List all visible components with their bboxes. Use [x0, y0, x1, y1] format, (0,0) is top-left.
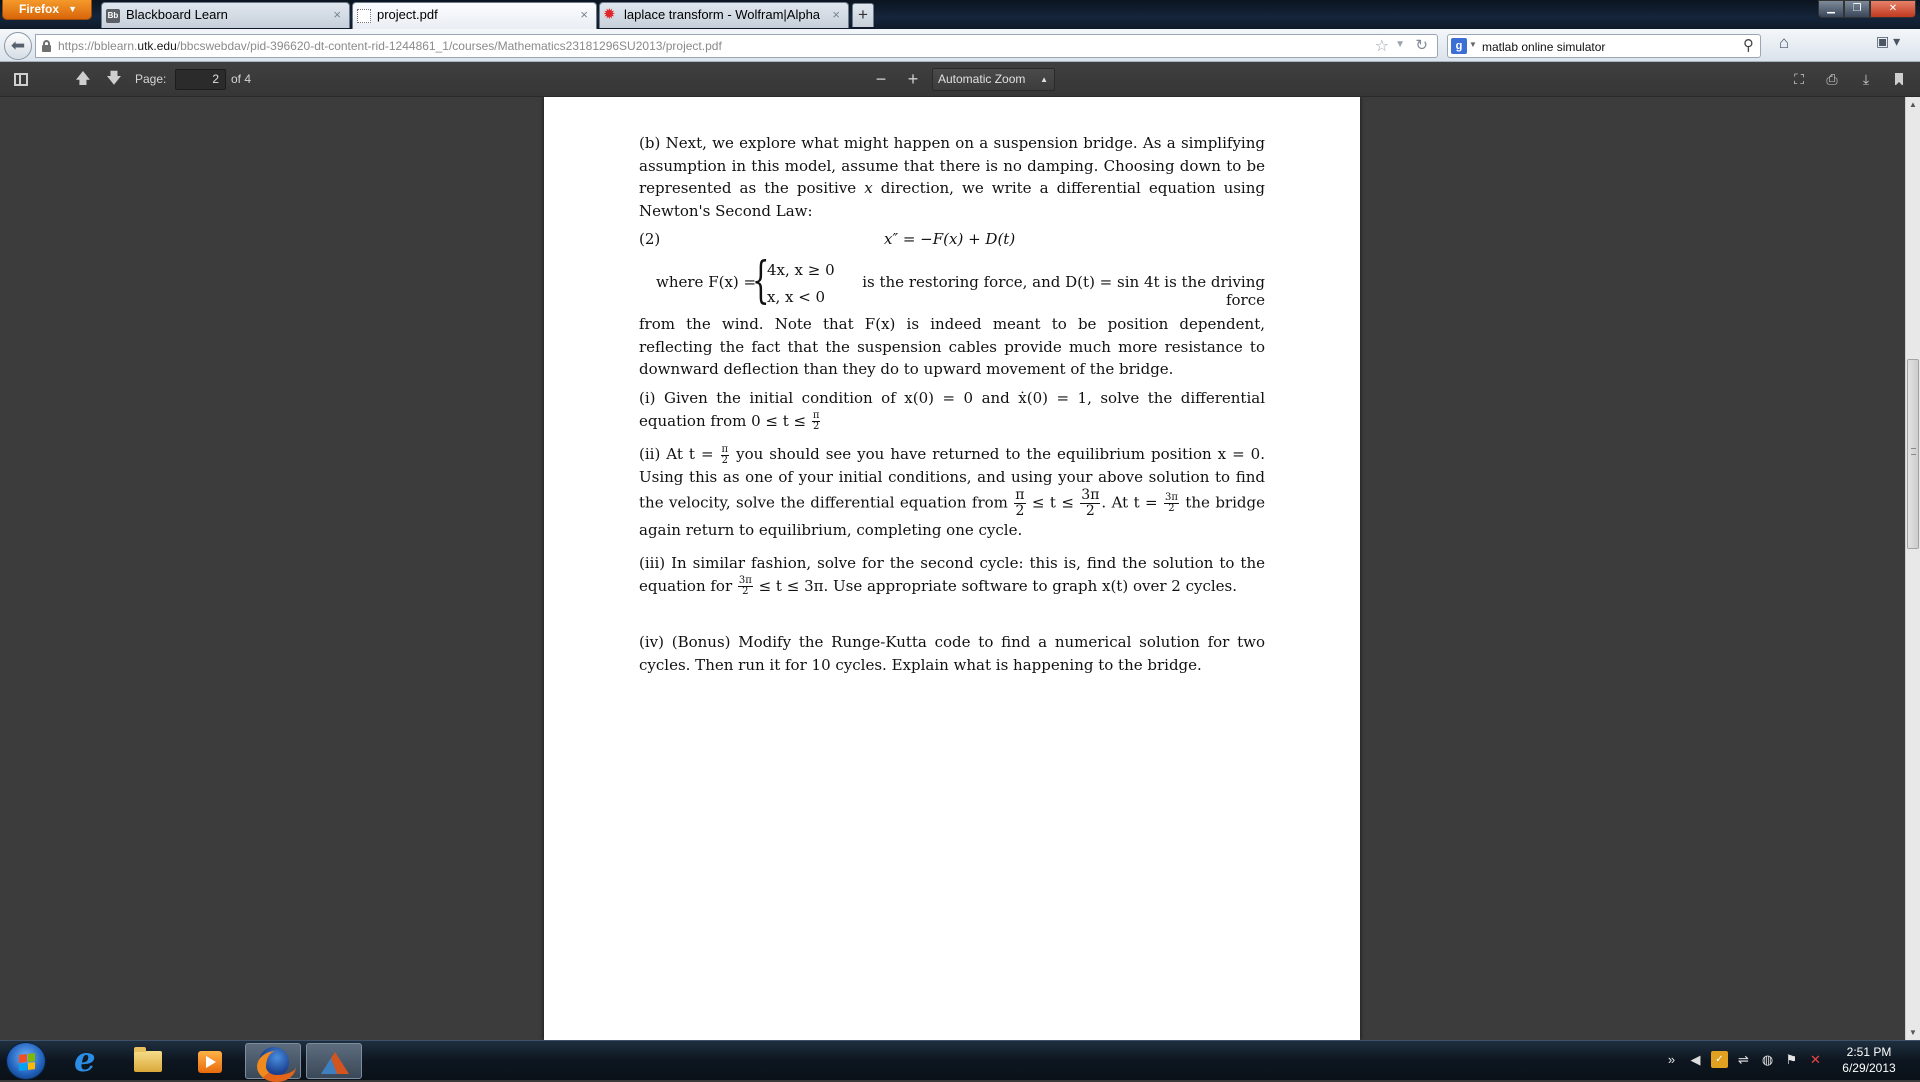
- taskbar-media-player[interactable]: [182, 1043, 238, 1079]
- url-host: utk.edu: [137, 39, 177, 53]
- home-icon[interactable]: ⌂: [1778, 33, 1790, 52]
- fraction-pi-over-2: $\frac{\pi}{2}$: [721, 443, 729, 466]
- search-bar[interactable]: [1447, 34, 1761, 58]
- url-text[interactable]: [58, 39, 722, 53]
- page-number-input[interactable]: 2: [175, 69, 226, 90]
- download-icon[interactable]: ⤓: [1862, 71, 1870, 87]
- zoom-out-button[interactable]: −: [875, 69, 887, 89]
- tab-blackboard-learn[interactable]: [101, 2, 350, 28]
- close-tab-icon[interactable]: ×: [832, 7, 840, 22]
- part-ii-text-5: the bridge again return to equilibrium, completing one cycle.: [639, 493, 1265, 539]
- piecewise-definition: [639, 251, 1265, 309]
- window-controls: [1818, 0, 1916, 18]
- case-2: x, x < 0: [767, 288, 826, 306]
- close-tab-icon[interactable]: ×: [333, 7, 341, 22]
- tab-title: laplace transform - Wolfram|Alpha: [624, 7, 821, 22]
- close-tab-icon[interactable]: ×: [580, 7, 588, 22]
- tab-project-pdf[interactable]: [352, 2, 597, 29]
- search-icon[interactable]: ⚲: [1743, 37, 1754, 54]
- tab-title: project.pdf: [377, 7, 438, 22]
- previous-page-button[interactable]: 🡅: [75, 70, 91, 87]
- part-i-text: (i) Given the initial condition of x(0) = 0 and ẋ(0) = 1, solve the differential equation from 0 ≤ t ≤: [639, 389, 1265, 430]
- tab-title: Blackboard Learn: [126, 7, 228, 22]
- where-left-text: where F(x) =: [656, 273, 757, 291]
- part-iii-text-2: ≤ t ≤ 3π. Use appropriate software to graph x(t) over 2 cycles.: [753, 576, 1238, 595]
- part-b-label: (b): [639, 134, 661, 152]
- pdf-viewer[interactable]: [0, 97, 1905, 1040]
- zoom-value: Automatic Zoom: [938, 72, 1026, 86]
- start-button[interactable]: [6, 1042, 46, 1080]
- google-search-engine-icon[interactable]: g: [1451, 38, 1467, 54]
- url-history-dropdown-icon[interactable]: ▼: [1395, 39, 1405, 50]
- part-b-text-1: Next, we explore what might happen on a suspension bridge. As a simplifying assumption in this model, assume that there is no damping. Choosing down to be represented as the positive: [639, 134, 1265, 197]
- equation: [884, 230, 1144, 248]
- equation-number: (2): [639, 230, 661, 248]
- zoom-in-button[interactable]: +: [907, 69, 919, 89]
- firefox-icon: [259, 1047, 289, 1077]
- var-x: x: [864, 179, 873, 197]
- left-brace: {: [752, 251, 770, 309]
- sidebar-toggle-button[interactable]: [10, 68, 32, 90]
- pdf-page: [544, 97, 1360, 1040]
- part-ii-text-3: ≤ t ≤: [1026, 493, 1080, 512]
- part-b-text-2: direction, we write a differential equation using Newton's Second Law:: [639, 179, 1265, 220]
- taskbar-internet-explorer[interactable]: [60, 1040, 116, 1080]
- bookmark-star-icon[interactable]: ☆: [1374, 38, 1389, 55]
- url-bar[interactable]: [35, 34, 1438, 58]
- minimize-button[interactable]: ▁: [1818, 0, 1844, 18]
- paragraph-part-iii: [639, 552, 1265, 597]
- equation-text: x″ = −F(x) + D(t): [884, 230, 1016, 248]
- next-page-button[interactable]: 🡇: [106, 70, 122, 87]
- part-ii-text-1: (ii) At t =: [639, 445, 720, 463]
- reload-icon[interactable]: ↻: [1415, 37, 1428, 54]
- zoom-select[interactable]: [932, 68, 1055, 91]
- part-ii-text-2: you should see you have returned to the equilibrium position x = 0. Using this as one of your initial conditions, and using your above solution to find the velocity, solve the differential equation from: [639, 445, 1265, 512]
- case-1: 4x, x ≥ 0: [767, 261, 835, 279]
- security-shield-icon[interactable]: ✓: [1711, 1051, 1728, 1068]
- paragraph-part-ii: [639, 443, 1265, 542]
- pdf-file-icon: [357, 9, 371, 23]
- tab-wolfram-alpha[interactable]: [599, 2, 849, 28]
- paragraph-part-b: [639, 132, 1265, 222]
- firefox-menu-label: Firefox: [19, 2, 60, 16]
- scroll-up-arrow-icon[interactable]: ▲: [1909, 100, 1917, 109]
- firefox-menu-button[interactable]: [2, 0, 92, 20]
- url-prefix: https://bblearn.: [58, 39, 138, 53]
- chevron-down-icon[interactable]: ▼: [1469, 40, 1477, 49]
- print-icon[interactable]: ⎙: [1826, 71, 1838, 87]
- close-window-button[interactable]: ✕: [1870, 0, 1916, 18]
- scrollbar-thumb[interactable]: [1907, 359, 1919, 549]
- presentation-mode-icon[interactable]: ⛶: [1794, 71, 1804, 87]
- globe-icon[interactable]: ◍: [1761, 1052, 1774, 1067]
- clock-date: 6/29/2013: [1842, 1061, 1896, 1075]
- system-tray: [1663, 1051, 1824, 1071]
- clock-time: 2:51 PM: [1846, 1045, 1892, 1059]
- addon-menu-icon[interactable]: ▣ ▾: [1876, 33, 1901, 49]
- speaker-icon[interactable]: ◀: [1690, 1052, 1701, 1067]
- windows-taskbar: [0, 1040, 1920, 1080]
- windows-logo-icon: [19, 1053, 35, 1071]
- system-clock[interactable]: [1826, 1044, 1912, 1076]
- search-input[interactable]: matlab online simulator: [1482, 40, 1606, 54]
- lock-icon: [42, 40, 51, 51]
- internet-explorer-icon: e: [74, 1040, 96, 1080]
- title-bar: [0, 0, 1920, 29]
- media-player-icon: [198, 1051, 222, 1073]
- scroll-down-arrow-icon[interactable]: ▼: [1909, 1028, 1917, 1037]
- bookmark-icon[interactable]: [1888, 68, 1910, 90]
- fraction-3pi-over-2: $\frac{3\pi}{2}$: [738, 575, 752, 597]
- back-button[interactable]: ⬅: [4, 32, 32, 60]
- volume-muted-icon[interactable]: ✕: [1810, 1052, 1821, 1067]
- page-label: Page:: [135, 72, 167, 86]
- taskbar-windows-explorer[interactable]: [120, 1043, 176, 1079]
- new-tab-button[interactable]: +: [852, 3, 874, 27]
- vertical-scrollbar[interactable]: [1905, 97, 1920, 1040]
- blackboard-icon: Bb: [106, 9, 120, 23]
- pdf-toolbar: [0, 62, 1920, 97]
- fraction-3pi-over-2: $\frac{3\pi}{2}$: [1165, 492, 1178, 514]
- paragraph-part-i: [639, 387, 1265, 432]
- wolfram-icon: ✹: [603, 6, 616, 23]
- navigation-bar: [0, 29, 1920, 62]
- taskbar-firefox[interactable]: [245, 1043, 301, 1079]
- action-center-flag-icon[interactable]: ⚑: [1785, 1052, 1798, 1067]
- network-sharing-icon[interactable]: ⇌: [1738, 1052, 1749, 1067]
- where-right-text: is the restoring force, and D(t) = sin 4t is the driving force: [862, 273, 1265, 309]
- page-count: of 4: [231, 72, 252, 86]
- part-ii-text-4: . At t =: [1101, 493, 1163, 512]
- paragraph-after-where: from the wind. Note that F(x) is indeed meant to be position dependent, reflecting the fact that the suspension cables provide much more resistance to downward deflection than they do to upward movement of the bridge.: [639, 315, 1265, 378]
- chevron-down-icon: ▼: [68, 4, 77, 14]
- show-hidden-icons-icon[interactable]: »: [1667, 1052, 1676, 1067]
- folder-icon: [134, 1051, 162, 1072]
- fraction-pi-over-2: $\frac{\pi}{2}$: [812, 410, 820, 432]
- fraction-pi-over-2: $\frac{\pi}{2}$: [1015, 487, 1025, 519]
- part-iii-text-1: (iii) In similar fashion, solve for the second cycle: this is, find the solution to the equation for: [639, 554, 1265, 595]
- taskbar-matlab[interactable]: [306, 1043, 362, 1079]
- fraction-3pi-over-2: $\frac{3\pi}{2}$: [1081, 487, 1100, 519]
- chevron-updown-icon: ▲: [1040, 75, 1048, 84]
- matlab-icon: [321, 1052, 349, 1074]
- paragraph-part-iv: (iv) (Bonus) Modify the Runge-Kutta code to find a numerical solution for two cycles. Then run it for 10 cycles. Explain what is happening to the bridge.: [639, 633, 1265, 674]
- maximize-button[interactable]: ❐: [1844, 0, 1870, 18]
- url-path: /bbcswebdav/pid-396620-dt-content-rid-1244861_1/courses/Mathematics23181296SU2013/project.pdf: [176, 39, 722, 53]
